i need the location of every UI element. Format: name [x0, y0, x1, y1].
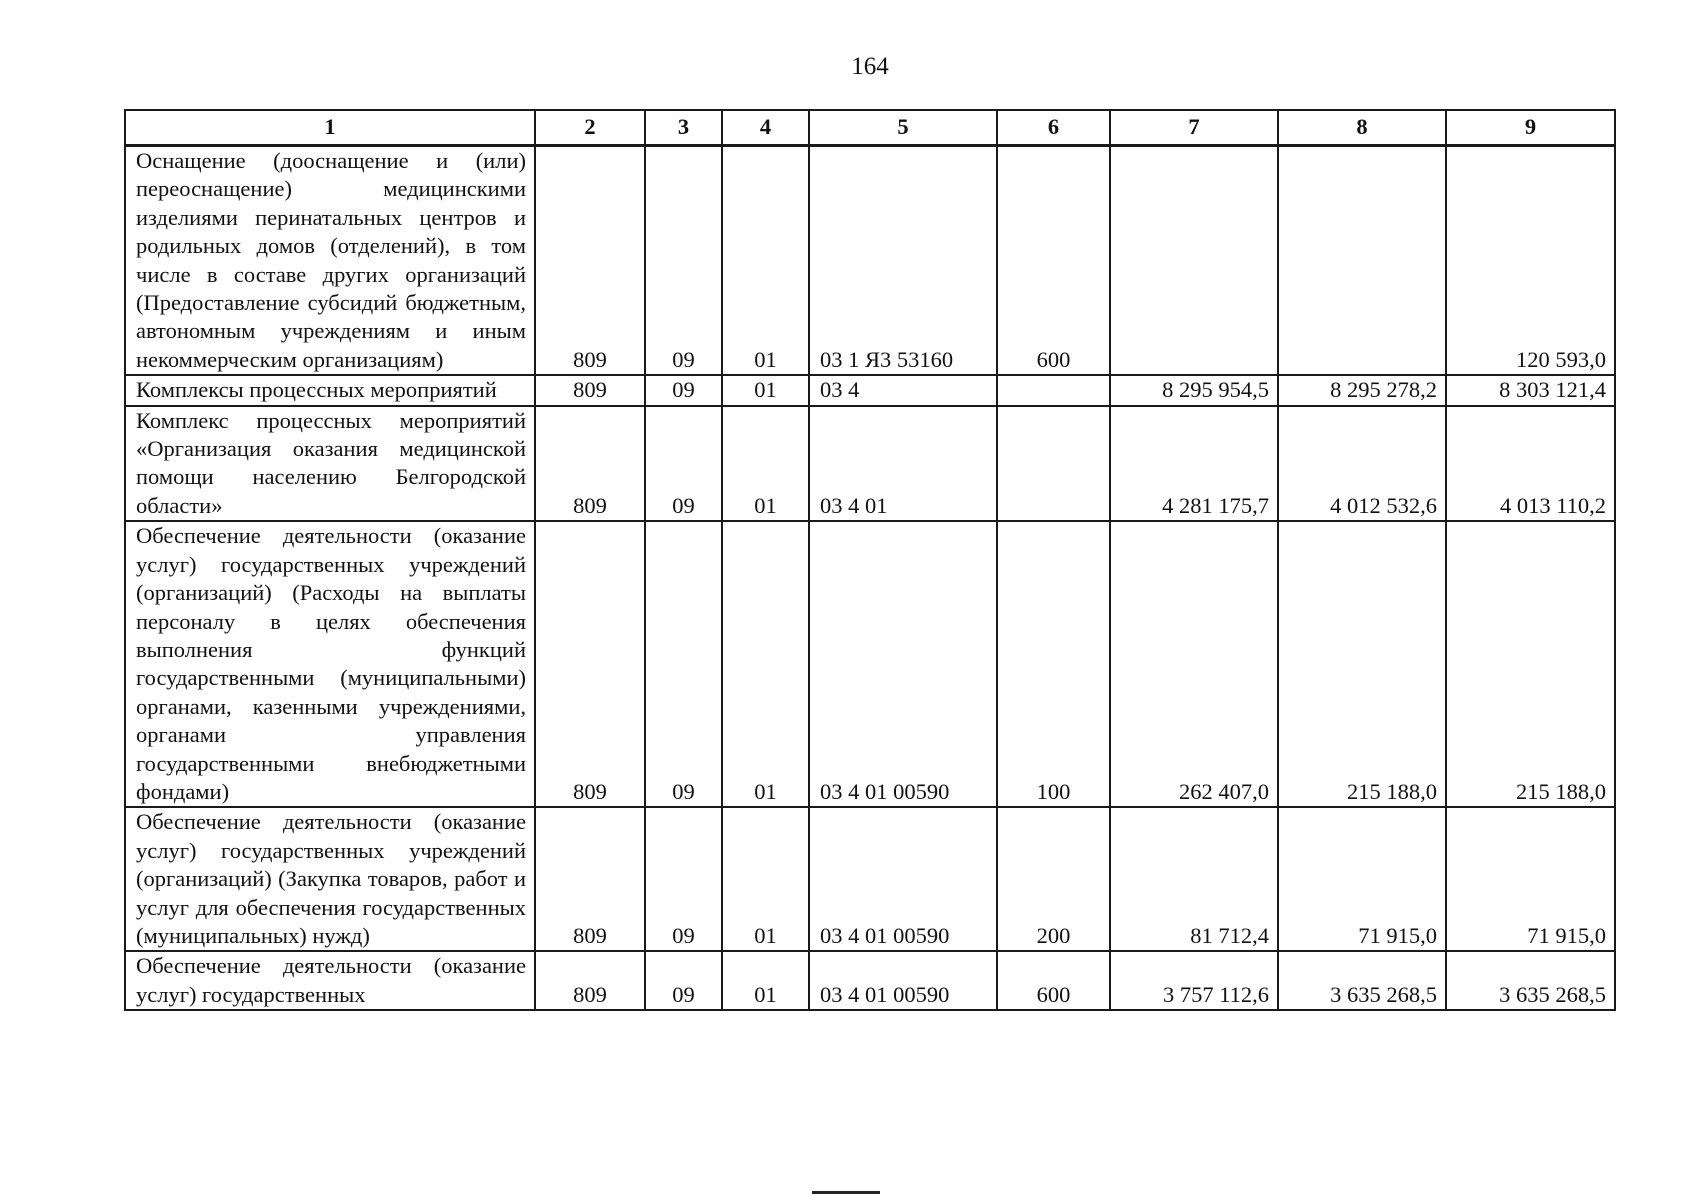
row-description: Обеспечение деятельности (оказание услуг) государственных учреждений (организаций) (Расходы на выплаты персоналу в целях обеспечения выполнения функций государственными (муниципальными) органами, казенными учреждениями, органами управления государственными внебюджетными фондами) [125, 521, 535, 807]
cell-amount-9: 8 303 121,4 [1446, 375, 1615, 405]
cell-code-5: 03 4 01 [809, 406, 997, 522]
cell-amount-7 [1110, 146, 1278, 376]
column-header: 4 [722, 110, 809, 146]
cell-code-3: 09 [645, 146, 722, 376]
cell-code-3: 09 [645, 375, 722, 405]
cell-amount-7: 8 295 954,5 [1110, 375, 1278, 405]
cell-code-6 [997, 406, 1110, 522]
cell-amount-8: 71 915,0 [1278, 807, 1446, 951]
cell-amount-8: 3 635 268,5 [1278, 951, 1446, 1010]
row-description: Оснащение (дооснащение и (или) переоснащение) медицинскими изделиями перинатальных центров и родильных домов (отделений), в том числе в составе других организаций (Предоставление субсидий бюджетным, автономным учреждениям и иным некоммерческим организациям) [125, 146, 535, 376]
cell-code-2: 809 [535, 807, 645, 951]
column-header: 6 [997, 110, 1110, 146]
cell-code-6: 100 [997, 521, 1110, 807]
page-number: 164 [851, 53, 889, 80]
column-header: 5 [809, 110, 997, 146]
cell-amount-8 [1278, 146, 1446, 376]
cell-code-5: 03 4 01 00590 [809, 521, 997, 807]
column-header: 2 [535, 110, 645, 146]
cell-amount-7: 81 712,4 [1110, 807, 1278, 951]
cell-code-2: 809 [535, 146, 645, 376]
cell-amount-9: 71 915,0 [1446, 807, 1615, 951]
column-header: 3 [645, 110, 722, 146]
cell-code-6: 600 [997, 951, 1110, 1010]
budget-table [124, 109, 1616, 1011]
table-row [125, 146, 1615, 376]
column-header: 8 [1278, 110, 1446, 146]
cell-code-6 [997, 375, 1110, 405]
cell-amount-9: 4 013 110,2 [1446, 406, 1615, 522]
cell-code-3: 09 [645, 951, 722, 1010]
cell-code-2: 809 [535, 375, 645, 405]
row-description: Обеспечение деятельности (оказание услуг) государственных учреждений (организаций) (Закупка товаров, работ и услуг для обеспечения государственных (муниципальных) нужд) [125, 807, 535, 951]
cell-code-5: 03 1 Я3 53160 [809, 146, 997, 376]
column-header: 9 [1446, 110, 1615, 146]
cell-amount-8: 4 012 532,6 [1278, 406, 1446, 522]
cell-code-2: 809 [535, 521, 645, 807]
cell-code-6: 200 [997, 807, 1110, 951]
cell-code-4: 01 [722, 951, 809, 1010]
cell-code-5: 03 4 [809, 375, 997, 405]
cell-amount-9: 120 593,0 [1446, 146, 1615, 376]
cell-code-4: 01 [722, 375, 809, 405]
cell-amount-8: 215 188,0 [1278, 521, 1446, 807]
cell-code-2: 809 [535, 951, 645, 1010]
table-row [125, 375, 1615, 405]
table-header-row [125, 110, 1615, 146]
cell-code-4: 01 [722, 807, 809, 951]
cell-amount-9: 3 635 268,5 [1446, 951, 1615, 1010]
table-row [125, 951, 1615, 1010]
cell-code-4: 01 [722, 521, 809, 807]
page-end-rule [812, 1191, 880, 1194]
cell-amount-9: 215 188,0 [1446, 521, 1615, 807]
cell-code-2: 809 [535, 406, 645, 522]
row-description: Комплекс процессных мероприятий «Организация оказания медицинской помощи населению Белгородской области» [125, 406, 535, 522]
cell-code-4: 01 [722, 146, 809, 376]
column-header: 7 [1110, 110, 1278, 146]
cell-amount-7: 4 281 175,7 [1110, 406, 1278, 522]
cell-amount-7: 262 407,0 [1110, 521, 1278, 807]
cell-code-3: 09 [645, 406, 722, 522]
cell-code-5: 03 4 01 00590 [809, 951, 997, 1010]
table-row [125, 521, 1615, 807]
column-header: 1 [125, 110, 535, 146]
row-description: Обеспечение деятельности (оказание услуг) государственных [125, 951, 535, 1010]
cell-code-6: 600 [997, 146, 1110, 376]
row-description: Комплексы процессных мероприятий [125, 375, 535, 405]
cell-amount-8: 8 295 278,2 [1278, 375, 1446, 405]
cell-code-3: 09 [645, 807, 722, 951]
table-row [125, 807, 1615, 951]
cell-code-4: 01 [722, 406, 809, 522]
table-row [125, 406, 1615, 522]
cell-amount-7: 3 757 112,6 [1110, 951, 1278, 1010]
cell-code-3: 09 [645, 521, 722, 807]
cell-code-5: 03 4 01 00590 [809, 807, 997, 951]
